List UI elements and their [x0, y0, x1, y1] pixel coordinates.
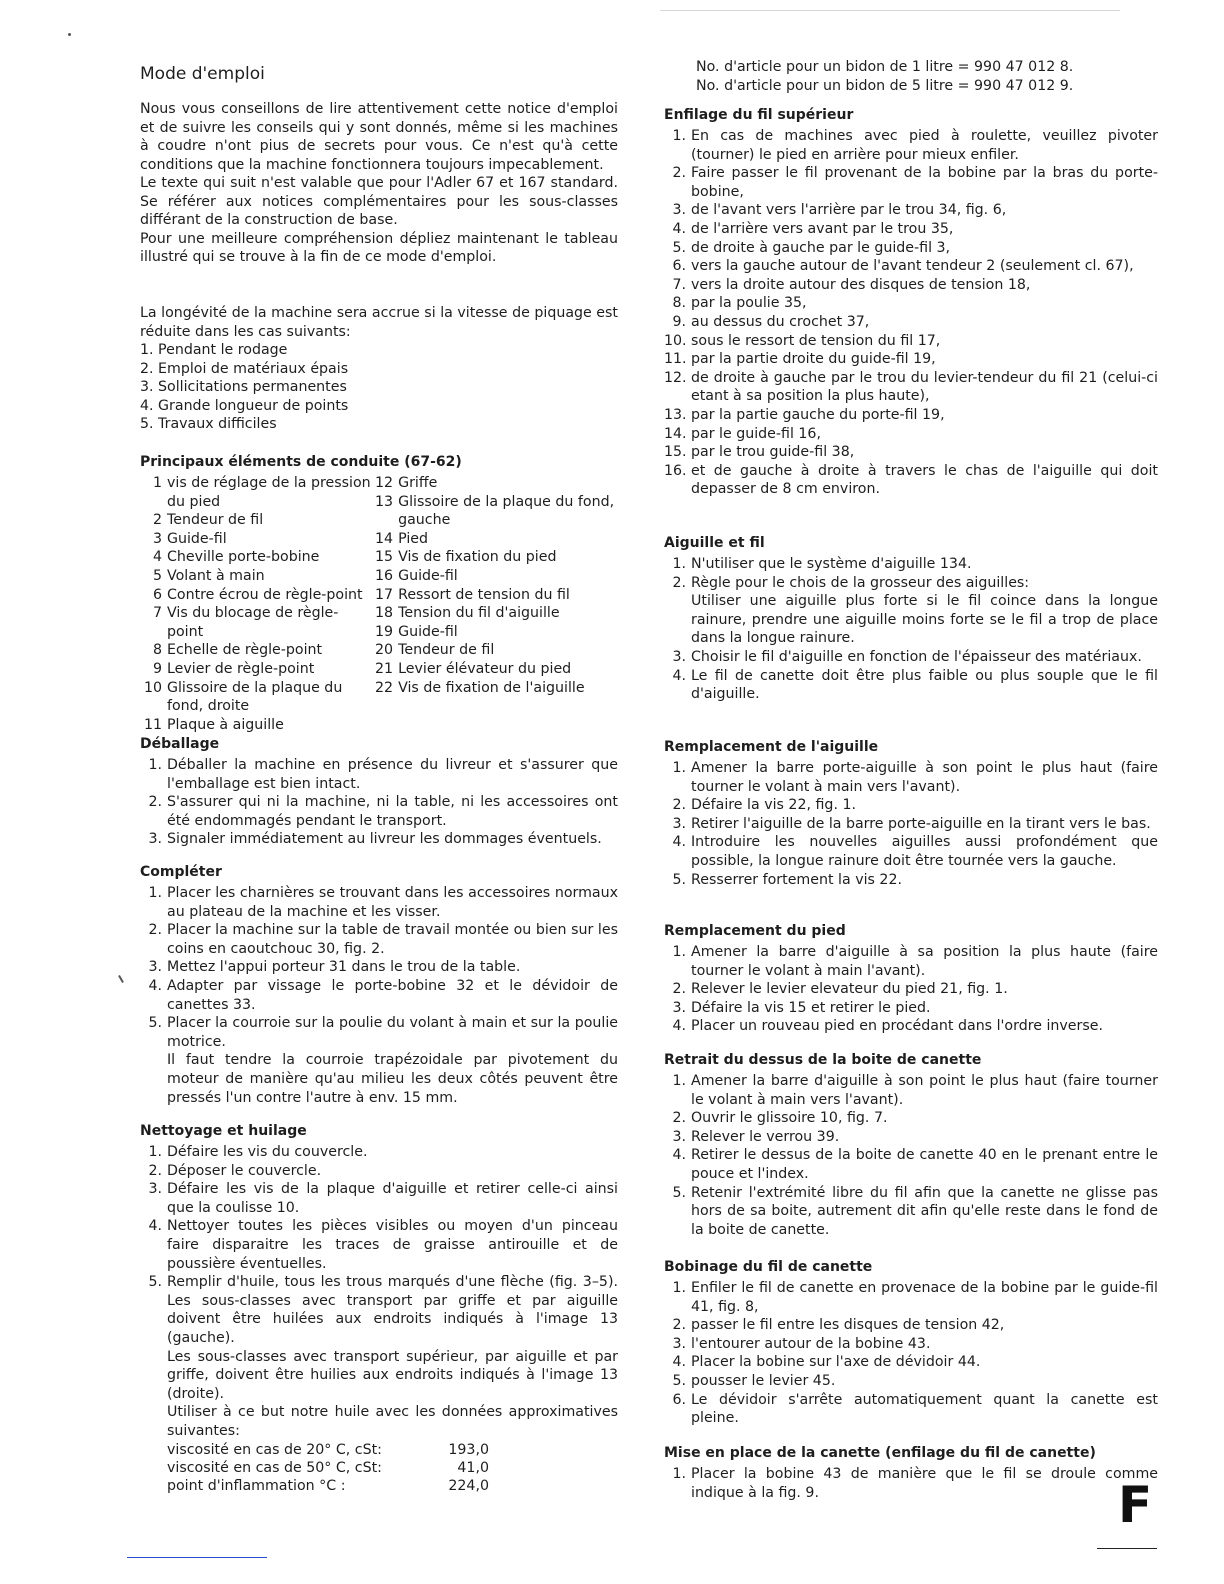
list-item-number: 15. [664, 444, 687, 461]
list-item-number: 4. [672, 667, 686, 684]
list-item [664, 1109, 1158, 1128]
parts-table [140, 474, 618, 734]
list-item-number: 1. [672, 556, 686, 572]
list-item-number: 2. [148, 1162, 162, 1179]
list-item-number: 1. [672, 1073, 686, 1089]
list-item-text: Placer la bobine 43 de manière que le fil se droule comme indique à la fig. 9. [691, 1466, 1158, 1501]
list-item-number: 5. [672, 871, 686, 888]
parts-item-number: 18 [375, 605, 394, 622]
list-item-number: 14. [664, 425, 687, 442]
parts-item-number: 13 [375, 493, 394, 510]
parts-item-number: 10 [143, 679, 162, 696]
list-item [140, 1162, 618, 1181]
list-item [664, 220, 1158, 239]
list-item-number: 1. [672, 1466, 686, 1482]
oil-specs-table [167, 1441, 618, 1495]
parts-item-number: 21 [375, 660, 394, 677]
list-item-number: 6. [672, 1391, 686, 1408]
parts-item-number: 8 [152, 642, 162, 659]
parts-item-number: 20 [375, 642, 394, 659]
list-item-text: Resserrer fortement la vis 22. [691, 871, 902, 888]
list-item-text: Déballer la machine en présence du livreur et s'assurer que l'emballage est bien intact. [167, 757, 618, 792]
list-item-number: 5. [672, 1372, 686, 1389]
list-item-number: 4. [148, 977, 162, 994]
list-item-text: Règle pour le chois de la grosseur des aiguilles: [691, 574, 1030, 591]
parts-item-number: 11 [143, 716, 162, 733]
list-item [664, 257, 1158, 276]
list-item [140, 1180, 618, 1217]
list-item-text: de droite à gauche par le trou du levier-tendeur du fil 21 (celui-ci etant à sa position la plus haute), [691, 369, 1158, 405]
list-item-text: Amener la barre d'aiguille à sa position la plus haute (faire tourner le volant à main l'avant). [691, 944, 1158, 979]
list-item [664, 1391, 1158, 1428]
footer-rule-left [127, 1557, 267, 1558]
list-item-text: vers la gauche autour de l'avant tendeur 2 (seulement cl. 67), [691, 258, 1134, 275]
list-item [664, 1146, 1158, 1183]
list-item-text: par la poulie 35, [691, 295, 807, 312]
list-item-number: 4. [672, 1018, 686, 1035]
aiguille-heading: Aiguille et fil [664, 535, 765, 551]
parts-item-label: Guide-fil [398, 623, 458, 640]
parts-column-left [140, 474, 371, 734]
nettoyage-heading: Nettoyage et huilage [140, 1123, 307, 1139]
list-item-number: 1. [672, 128, 686, 144]
list-item [664, 1072, 1158, 1109]
list-item-text: par la partie gauche du porte-fil 19, [691, 406, 945, 423]
list-item-text: Placer la courroie sur la poulie du volant à main et sur la poulie motrice. [167, 1015, 618, 1050]
list-item-number: 3. [672, 815, 686, 832]
remplacement-aiguille-heading: Remplacement de l'aiguille [664, 739, 879, 755]
list-item-number: 13. [664, 406, 687, 423]
list-item-note: Utiliser une aiguille plus forte si le fil coince dans la longue rainure, prendre une aiguille moins forte se le fil a trop de place dans la longue rainure. [691, 593, 1158, 647]
list-item [140, 830, 618, 849]
list-item [140, 1273, 618, 1440]
list-item-number: 5. [148, 1274, 162, 1291]
list-item-number: 1. [148, 885, 162, 901]
parts-item-label: Guide-fil [167, 530, 227, 547]
list-item-text: Enfiler le fil de canette en provenace de la bobine par le guide-fil 41, fig. 8, [691, 1280, 1158, 1315]
list-item-number: 12. [664, 369, 687, 386]
parts-item-number: 19 [375, 623, 394, 640]
list-item [140, 1014, 618, 1107]
completer-section [140, 863, 618, 1107]
list-item-text: et de gauche à droite à travers le chas de l'aiguille qui doit depasser de 8 cm environ. [691, 462, 1158, 498]
parts-item-label: Ressort de tension du fil [398, 586, 570, 603]
list-item-text: Adapter par vissage le porte-bobine 32 et le dévidoir de canettes 33. [167, 977, 618, 1013]
longevity-item: 2. Emploi de matériaux épais [140, 360, 349, 377]
list-item-text: pousser le levier 45. [691, 1372, 836, 1389]
completer-list [140, 884, 618, 1107]
oil-spec-value: 224,0 [448, 1477, 489, 1494]
parts-item-number: 22 [375, 679, 394, 696]
parts-item [140, 530, 371, 549]
bobinage-list [664, 1279, 1158, 1428]
parts-item-number: 3 [152, 530, 162, 547]
list-item [664, 980, 1158, 999]
list-item [664, 276, 1158, 295]
list-item [140, 921, 618, 958]
list-item-text: Choisir le fil d'aiguille en fonction de l'épaisseur des matériaux. [691, 648, 1142, 665]
list-item [664, 201, 1158, 220]
list-item-number: 5. [672, 1184, 686, 1201]
list-item-number: 11. [664, 351, 687, 368]
parts-item [371, 623, 618, 642]
longevity-text: La longévité de la machine sera accrue si la vitesse de piquage est réduite dans les cas suivants: [140, 305, 618, 340]
parts-item-number: 6 [152, 586, 162, 603]
list-item [664, 667, 1158, 704]
list-item [664, 871, 1158, 890]
list-item [664, 999, 1158, 1018]
remplacement-pied-list [664, 943, 1158, 1036]
list-item-number: 4. [672, 1147, 686, 1164]
parts-item [371, 493, 618, 530]
list-item [664, 127, 1158, 164]
list-item-number: 3. [672, 202, 686, 219]
list-item-number: 2. [672, 1317, 686, 1334]
list-item [664, 815, 1158, 834]
parts-item-number: 12 [375, 475, 394, 491]
list-item-number: 2. [672, 981, 686, 998]
intro-paragraph: Nous vous conseillons de lire attentivement cette notice d'emploi et de suivre les conseils qui y sont donnés, même si les machines à coudre n'ont pius de secrets pour vous. Ce n'est qu'à cette conditions que la machine fonctionnera toujours impecablement. [140, 101, 618, 173]
parts-item-number: 15 [375, 549, 394, 566]
list-item-text: Placer la machine sur la table de travail montée ou bien sur les coins en caoutchouc 30, fig. 2. [167, 922, 618, 957]
list-item-text: Remplir d'huile, tous les trous marqués d'une flèche (fig. 3–5). Les sous-classes avec transport par griffe et par aiguille doivent être huilées aux endroits indiqués à l'image 13 (gauche). [167, 1274, 618, 1346]
oil-spec-value: 41,0 [457, 1459, 489, 1476]
list-item-text: par le guide-fil 16, [691, 425, 821, 442]
intro-paragraph: Pour une meilleure compréhension dépliez maintenant le tableau illustré qui se trouve à la fin de ce mode d'emploi. [140, 230, 618, 265]
article-numbers [664, 58, 1158, 95]
list-item-number: 3. [672, 1128, 686, 1145]
remplacement-pied-section [664, 922, 1158, 1036]
retrait-section [664, 1051, 1158, 1239]
longevity-item: 5. Travaux difficiles [140, 416, 277, 433]
list-item [664, 1465, 1158, 1502]
parts-item-number: 16 [375, 567, 394, 584]
parts-item-label: Glissoire de la plaque du fond, gauche [398, 493, 615, 529]
list-item-number: 4. [672, 1354, 686, 1371]
retrait-heading: Retrait du dessus de la boite de canette [664, 1052, 982, 1068]
list-item-text: sous le ressort de tension du fil 17, [691, 332, 941, 349]
list-item-text: Placer les charnières se trouvant dans les accessoires normaux au plateau de la machine et les visser. [167, 885, 618, 920]
enfilage-heading: Enfilage du fil supérieur [664, 107, 854, 123]
aiguille-section [664, 534, 1158, 704]
list-item-text: au dessus du crochet 37, [691, 313, 870, 330]
parts-item-label: Levier élévateur du pied [398, 660, 572, 677]
parts-item-label: Glissoire de la plaque du fond, droite [167, 679, 343, 715]
list-item-number: 1. [672, 944, 686, 960]
list-item-text: Défaire les vis du couvercle. [167, 1144, 368, 1160]
list-item-text: Placer un rouveau pied en procédant dans l'ordre inverse. [691, 1018, 1103, 1035]
parts-item [371, 567, 618, 586]
parts-item [371, 679, 618, 698]
list-item-text: En cas de machines avec pied à roulette, veuillez pivoter (tourner) le pied en arrière pour mieux enfiler. [691, 128, 1158, 163]
list-item-note: Utiliser à ce but notre huile avec les données approximatives suivantes: [167, 1404, 618, 1439]
list-item [664, 1184, 1158, 1240]
mise-en-place-list [664, 1465, 1158, 1502]
longevity-item: 4. Grande longueur de points [140, 397, 349, 414]
longevity-list [140, 341, 618, 434]
list-item-number: 2. [672, 165, 686, 182]
list-item-number: 3. [672, 999, 686, 1016]
parts-item-label: Echelle de règle-point [167, 642, 323, 659]
list-item-text: de l'avant vers l'arrière par le trou 34, fig. 6, [691, 202, 1007, 219]
list-item [664, 332, 1158, 351]
list-item-number: 3. [148, 959, 162, 976]
scan-speck [68, 33, 71, 36]
list-item [664, 796, 1158, 815]
list-item-text: Défaire la vis 22, fig. 1. [691, 797, 856, 814]
deballage-section [140, 735, 618, 849]
list-item [140, 958, 618, 977]
mise-en-place-section [664, 1444, 1158, 1502]
mise-en-place-heading: Mise en place de la canette (enfilage du fil de canette) [664, 1445, 1096, 1461]
parts-item [371, 586, 618, 605]
list-item [664, 1316, 1158, 1335]
list-item-number: 5. [672, 239, 686, 256]
parts-item [371, 641, 618, 660]
footer-rule [1097, 1548, 1157, 1549]
list-item-text: Retirer le dessus de la boite de canette 40 en le prenant entre le pouce et l'index. [691, 1147, 1158, 1182]
aiguille-list [664, 555, 1158, 704]
parts-item [371, 474, 618, 493]
list-item-text: vers la droite autour des disques de tension 18, [691, 276, 1031, 293]
list-item [664, 833, 1158, 870]
list-item-number: 4. [672, 220, 686, 237]
list-item-number: 5. [148, 1015, 162, 1032]
list-item [140, 1143, 618, 1162]
parts-item [371, 660, 618, 679]
list-item-text: N'utiliser que le système d'aiguille 134. [691, 556, 972, 572]
list-item [664, 943, 1158, 980]
list-item [664, 239, 1158, 258]
bobinage-section [664, 1258, 1158, 1428]
list-item-text: Le dévidoir s'arrête automatiquement quant la canette est pleine. [691, 1391, 1158, 1427]
longevity-section [140, 304, 618, 434]
list-item [664, 294, 1158, 313]
list-item [664, 759, 1158, 796]
list-item [664, 648, 1158, 667]
page-title: Mode d'emploi [140, 64, 265, 84]
parts-item [140, 604, 371, 641]
list-item-number: 2. [148, 922, 162, 939]
list-item-text: Mettez l'appui porteur 31 dans le trou de la table. [167, 959, 521, 976]
list-item-number: 9. [672, 313, 686, 330]
parts-item [140, 641, 371, 660]
list-item [664, 406, 1158, 425]
list-item-number: 1. [148, 757, 162, 773]
list-item [664, 574, 1158, 648]
deballage-list [140, 756, 618, 849]
list-item-number: 8. [672, 295, 686, 312]
parts-item-number: 1 [152, 475, 162, 491]
parts-item [371, 548, 618, 567]
list-item-number: 1. [148, 1144, 162, 1160]
oil-spec-label: viscosité en cas de 20° C, cSt: [167, 1441, 382, 1458]
list-item [664, 443, 1158, 462]
parts-item-label: vis de réglage de la pression du pied [167, 475, 371, 510]
list-item [664, 1353, 1158, 1372]
enfilage-list [664, 127, 1158, 499]
list-item-text: Retenir l'extrémité libre du fil afin que la canette ne glisse pas hors de sa boite, autrement dit afin qu'elle reste dans le fond de la boite de canette. [691, 1184, 1158, 1238]
list-item [140, 1217, 618, 1273]
parts-item-label: Guide-fil [398, 567, 458, 584]
list-item-number: 3. [148, 831, 162, 848]
parts-item-label: Pied [398, 530, 429, 547]
longevity-item: 1. Pendant le rodage [140, 342, 288, 358]
list-item-text: Retirer l'aiguille de la barre porte-aiguille en la tirant vers le bas. [691, 815, 1151, 832]
list-item-note: Il faut tendre la courroie trapézoidale par pivotement du moteur de manière qu'au milieu les deux côtés peuvent être pressés l'un contre l'autre à env. 15 mm. [167, 1052, 618, 1106]
parts-item-label: Tendeur de fil [167, 512, 264, 529]
parts-item [140, 548, 371, 567]
enfilage-section [664, 106, 1158, 499]
list-item [664, 1017, 1158, 1036]
parts-item-label: Griffe [398, 475, 438, 491]
longevity-item: 3. Sollicitations permanentes [140, 379, 347, 396]
list-item [140, 977, 618, 1014]
list-item [664, 350, 1158, 369]
list-item [664, 1279, 1158, 1316]
parts-item [140, 716, 371, 735]
list-item [664, 369, 1158, 406]
parts-item-label: Vis de fixation de l'aiguille [398, 679, 585, 696]
list-item [140, 793, 618, 830]
parts-item-label: Levier de règle-point [167, 660, 315, 677]
deballage-heading: Déballage [140, 736, 220, 752]
list-item-text: par la partie droite du guide-fil 19, [691, 351, 936, 368]
parts-item-number: 9 [152, 660, 162, 677]
list-item-text: Le fil de canette doit être plus faible ou plus souple que le fil d'aiguille. [691, 667, 1158, 703]
intro-section [140, 100, 618, 267]
bobinage-heading: Bobinage du fil de canette [664, 1259, 873, 1275]
parts-item-number: 14 [375, 530, 394, 547]
list-item [664, 1128, 1158, 1147]
list-item [140, 756, 618, 793]
scan-top-line [660, 10, 1120, 11]
parts-item-number: 2 [152, 512, 162, 529]
parts-item-label: Tendeur de fil [398, 642, 495, 659]
list-item-text: S'assurer qui ni la machine, ni la table, ni les accessoires ont été endommagés pendant le transport. [167, 794, 618, 829]
list-item [664, 555, 1158, 574]
list-item-text: Défaire les vis de la plaque d'aiguille et retirer celle-ci ainsi que la coulisse 10. [167, 1181, 618, 1216]
parts-item-number: 4 [152, 549, 162, 566]
list-item-number: 1. [672, 760, 686, 776]
list-item-number: 2. [672, 1110, 686, 1127]
oil-spec-label: viscosité en cas de 50° C, cSt: [167, 1459, 382, 1476]
remplacement-pied-heading: Remplacement du pied [664, 923, 846, 939]
parts-item [140, 679, 371, 716]
parts-item-label: Vis du blocage de règle-point [167, 605, 339, 640]
list-item-text: l'entourer autour de la bobine 43. [691, 1335, 931, 1352]
parts-item [140, 660, 371, 679]
parts-section [140, 453, 618, 734]
list-item-text: passer le fil entre les disques de tension 42, [691, 1317, 1005, 1334]
list-item [664, 313, 1158, 332]
list-item-text: de l'arrière vers avant par le trou 35, [691, 220, 954, 237]
parts-item [140, 474, 371, 511]
list-item [664, 1335, 1158, 1354]
oil-spec-value: 193,0 [448, 1441, 489, 1458]
parts-column-right [371, 474, 618, 734]
list-item-text: Introduire les nouvelles aiguilles aussi profondément que possible, la longue rainure doit être tournée vers la gauche. [691, 834, 1158, 869]
list-item-text: de droite à gauche par le guide-fil 3, [691, 239, 951, 256]
list-item-text: par le trou guide-fil 38, [691, 444, 855, 461]
list-item-text: Ouvrir le glissoire 10, fig. 7. [691, 1110, 888, 1127]
list-item-text: Relever le levier elevateur du pied 21, fig. 1. [691, 981, 1008, 998]
list-item-number: 2. [672, 574, 686, 591]
nettoyage-list [140, 1143, 618, 1441]
list-item [664, 462, 1158, 499]
parts-item-label: Cheville porte-bobine [167, 549, 320, 566]
list-item [140, 884, 618, 921]
parts-item-label: Plaque à aiguille [167, 716, 284, 733]
list-item-number: 4. [672, 834, 686, 851]
list-item-text: Déposer le couvercle. [167, 1162, 322, 1179]
parts-item [140, 567, 371, 586]
list-item-text: Relever le verrou 39. [691, 1128, 840, 1145]
oil-spec-label: point d'inflammation °C : [167, 1477, 346, 1494]
parts-item-number: 7 [152, 605, 162, 622]
list-item-text: Placer la bobine sur l'axe de dévidoir 44. [691, 1354, 981, 1371]
list-item-number: 1. [672, 1280, 686, 1296]
list-item-number: 3. [672, 648, 686, 665]
nettoyage-section [140, 1122, 618, 1495]
parts-item [371, 604, 618, 623]
parts-item [140, 511, 371, 530]
intro-paragraph: Le texte qui suit n'est valable que pour l'Adler 67 et 167 standard. Se référer aux notices complémentaires pour les sous-classes différant de la construction de base. [140, 175, 618, 228]
list-item-text: Faire passer le fil provenant de la bobine par la bras du porte-bobine, [691, 165, 1158, 200]
remplacement-aiguille-list [664, 759, 1158, 889]
parts-item-label: Volant à main [167, 567, 265, 584]
parts-item-label: Tension du fil d'aiguille [398, 605, 560, 622]
article-number-line: No. d'article pour un bidon de 1 litre = 990 47 012 8. [696, 59, 1074, 75]
parts-item [371, 530, 618, 549]
list-item [664, 164, 1158, 201]
list-item-number: 7. [672, 276, 686, 293]
list-item-number: 2. [672, 797, 686, 814]
list-item-number: 2. [148, 794, 162, 811]
scan-speck [118, 975, 124, 983]
list-item-text: Amener la barre d'aiguille à son point le plus haut (faire tourner le volant à main vers l'avant). [691, 1073, 1158, 1108]
retrait-list [664, 1072, 1158, 1239]
list-item-number: 4. [148, 1218, 162, 1235]
parts-item-number: 17 [375, 586, 394, 603]
parts-item [140, 586, 371, 605]
list-item-number: 16. [664, 462, 687, 479]
list-item-text: Défaire la vis 15 et retirer le pied. [691, 999, 931, 1016]
list-item-text: Amener la barre porte-aiguille à son point le plus haut (faire tourner le volant à main vers l'avant). [691, 760, 1158, 795]
list-item [664, 1372, 1158, 1391]
list-item-text: Nettoyer toutes les pièces visibles ou moyen d'un pinceau faire disparaitre les traces de graisse antirouille et de poussière éventuelles. [167, 1218, 618, 1272]
list-item-number: 10. [664, 332, 687, 349]
list-item-note: Les sous-classes avec transport supérieur, par aiguille et par griffe, doivent être huilies aux endroits indiqués à l'image 13 (droite). [167, 1348, 618, 1402]
remplacement-aiguille-section [664, 738, 1158, 889]
parts-item-number: 5 [152, 567, 162, 584]
parts-item-label: Contre écrou de règle-point [167, 586, 363, 603]
language-marker: F [1118, 1476, 1153, 1534]
list-item [664, 425, 1158, 444]
parts-heading: Principaux éléments de conduite (67-62) [140, 454, 462, 470]
list-item-number: 3. [672, 1335, 686, 1352]
list-item-number: 6. [672, 258, 686, 275]
article-number-line: No. d'article pour un bidon de 5 litre = 990 47 012 9. [696, 77, 1074, 94]
completer-heading: Compléter [140, 864, 222, 880]
parts-item-label: Vis de fixation du pied [398, 549, 557, 566]
list-item-number: 3. [148, 1181, 162, 1198]
list-item-text: Signaler immédiatement au livreur les dommages éventuels. [167, 831, 602, 848]
